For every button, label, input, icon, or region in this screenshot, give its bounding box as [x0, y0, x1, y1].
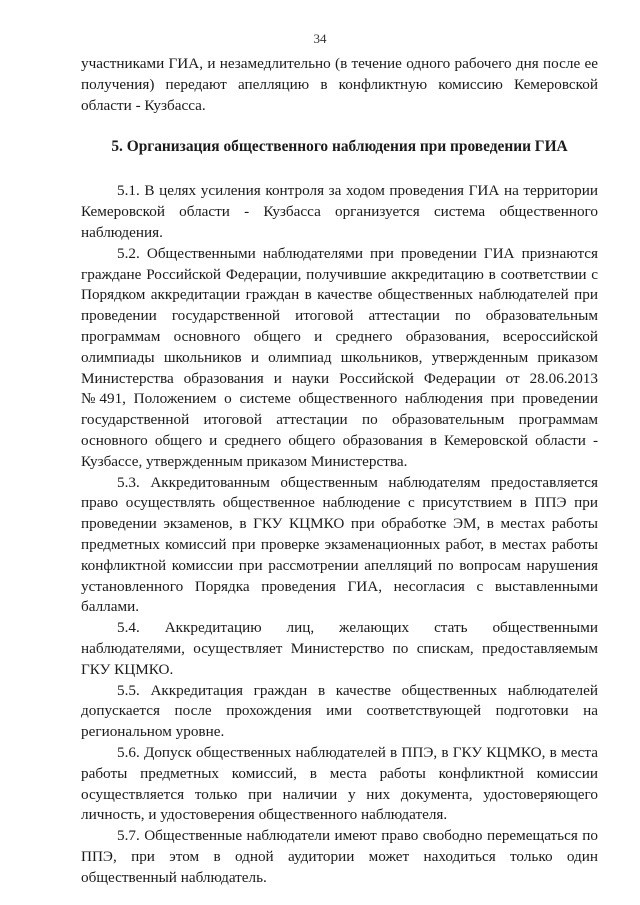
document-body [81, 54, 598, 888]
section-heading: 5. Организация общественного наблюдения при проведении ГИА [111, 138, 568, 156]
paragraph-5-7: 5.7. Общественные наблюдатели имеют право свободно перемещаться по ППЭ, при этом в одной аудитории может находиться только один общественный наблюдатель. [81, 827, 598, 886]
lead-paragraph: участниками ГИА, и незамедлительно (в течение одного рабочего дня после ее получения) передают апелляцию в конфликтную комиссию Кемеровской области - Кузбасса. [81, 55, 598, 114]
paragraph-5-5: 5.5. Аккредитация граждан в качестве общественных наблюдателей допускается после прохождения ими соответствующей подготовки на региональном уровне. [81, 681, 598, 741]
page-number: 34 [313, 31, 327, 46]
paragraph-5-1: 5.1. В целях усиления контроля за ходом проведения ГИА на территории Кемеровской области - Кузбасса организуется система общественного наблюдения. [81, 182, 598, 241]
paragraph-5-6: 5.6. Допуск общественных наблюдателей в ППЭ, в ГКУ КЦМКО, в места работы предметных комиссий, в места работы конфликтной комиссии осуществляется только при наличии у них документа, удостоверяющего личность, и удостоверения общественного наблюдателя. [81, 743, 598, 824]
paragraph-5-4: 5.4. Аккредитацию лиц, желающих стать общественными наблюдателями, осуществляет Министерство по спискам, предоставляемым ГКУ КЦМКО. [81, 619, 598, 678]
paragraph-5-2: 5.2. Общественными наблюдателями при проведении ГИА признаются граждане Российской Федерации, получившие аккредитацию в соответствии с Порядком аккредитации граждан в качестве общественных наблюдателей при проведении государственной итоговой аттестации по образовательным программам основного общего и среднего образования, всероссийской олимпиады школьников и олимпиад школьников, утвержденным приказом Министерства образования и науки Российской Федерации от 28.06.2013 №491, Положением о системе общественного наблюдения при проведении государственной итоговой аттестации по образовательным программам основного общего и среднего общего образования в Кемеровской области - Кузбассе, утвержденным приказом Министерства. [81, 244, 598, 470]
paragraph-5-3: 5.3. Аккредитованным общественным наблюдателям предоставляется право осуществлять общественное наблюдение с присутствием в ППЭ при проведении экзаменов, в ГКУ КЦМКО при обработке ЭМ, в местах работы предметных комиссий при проверке экзаменационных работ, в местах работы конфликтной комиссии при рассмотрении апелляций по вопросам нарушения установленного Порядка проведения ГИА, несогласия с выставленными баллами. [81, 473, 598, 616]
